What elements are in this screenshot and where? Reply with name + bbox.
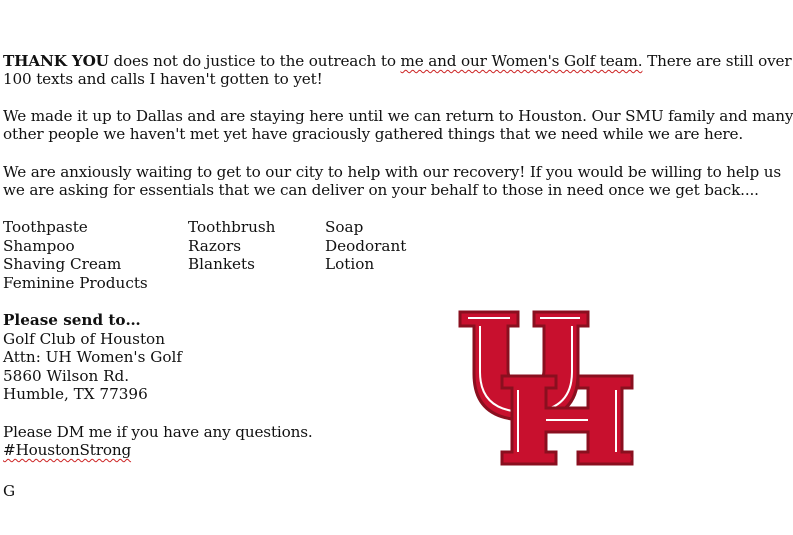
item: Toothpaste xyxy=(3,218,88,236)
paragraph-2-line-1: We made it up to Dallas and are staying here until we can return to Houston. Our SMU family and many xyxy=(3,107,793,125)
item: Lotion xyxy=(325,255,375,273)
uh-interlocking-logo-icon xyxy=(460,312,636,468)
address-line: Golf Club of Houston xyxy=(3,329,165,348)
paragraph-1-line-2: 100 texts and calls I haven't gotten to yet! xyxy=(3,70,323,88)
item: Blankets xyxy=(188,255,255,273)
items-column-2 xyxy=(188,218,275,274)
address-heading xyxy=(3,311,182,330)
closing-question-line: Please DM me if you have any questions. xyxy=(3,423,313,441)
p1-text-b: There are still over xyxy=(642,52,792,70)
paragraph-1-line-1 xyxy=(3,52,791,70)
p1-text-a: does not do justice to the outreach to xyxy=(108,52,401,70)
item: Shampoo xyxy=(3,236,75,255)
paragraph-3-line-1: We are anxiously waiting to get to our city to help with our recovery! If you would be willing to help us xyxy=(3,163,781,181)
hashtag: #HoustonStrong xyxy=(3,441,132,459)
address-line: Humble, TX 77396 xyxy=(3,385,148,403)
signature: G xyxy=(3,482,15,500)
p1-spellcheck-phrase: me and our Women's Golf team. xyxy=(400,52,643,70)
address-heading-text: Please send to… xyxy=(3,311,141,329)
registered-mark: ® xyxy=(624,455,633,465)
address-line: Attn: UH Women's Golf xyxy=(3,348,182,366)
paragraph-2-line-2: other people we haven't met yet have graciously gathered things that we need while we are here. xyxy=(3,125,744,143)
address-line: 5860 Wilson Rd. xyxy=(3,366,130,385)
items-column-1 xyxy=(3,218,148,292)
item: Toothbrush xyxy=(188,218,276,236)
address-block xyxy=(3,311,182,404)
item: Razors xyxy=(188,236,242,255)
thank-you-bold: THANK YOU xyxy=(3,52,109,70)
item: Deodorant xyxy=(325,236,407,255)
item: Feminine Products xyxy=(3,273,148,292)
paragraph-3-line-2: we are asking for essentials that we can deliver on your behalf to those in need once we get back.... xyxy=(3,181,759,199)
items-column-3 xyxy=(325,218,406,274)
item: Shaving Cream xyxy=(3,255,122,273)
item: Soap xyxy=(325,218,364,236)
